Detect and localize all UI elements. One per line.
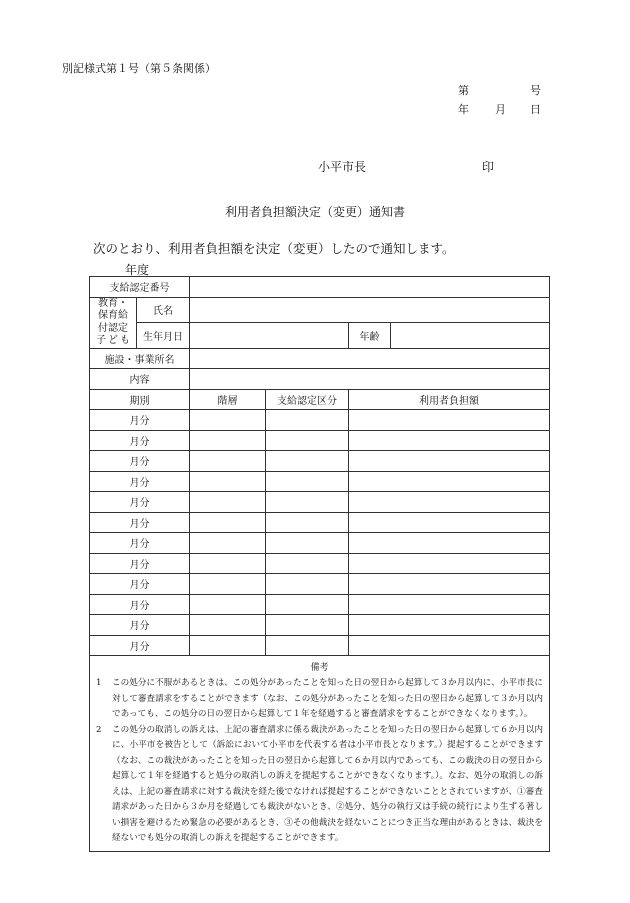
- amount-cell: [349, 574, 550, 595]
- col-category-header: 支給認定区分: [266, 389, 349, 410]
- notes-title: 備考: [310, 663, 329, 673]
- child-name-row: [90, 297, 550, 323]
- name-label: 氏名: [137, 297, 190, 323]
- month-label: 月分: [90, 430, 190, 451]
- notes-cell: [90, 656, 550, 852]
- tier-cell: [190, 410, 266, 431]
- col-period-header: 期別: [90, 389, 190, 410]
- category-cell: [266, 512, 349, 533]
- form-reference: 別記様式第１号（第５条関係）: [62, 62, 216, 75]
- cert-number-label: 支給認定番号: [90, 277, 190, 298]
- facility-value: [190, 348, 550, 369]
- amount-cell: [349, 615, 550, 636]
- month-label: 月分: [90, 594, 190, 615]
- note-number: 2: [96, 724, 102, 735]
- number-prefix: 第: [458, 84, 469, 97]
- tier-cell: [190, 430, 266, 451]
- notes-row: [90, 656, 550, 852]
- amount-cell: [349, 410, 550, 431]
- cert-number-value: [190, 277, 550, 298]
- category-cell: [266, 533, 349, 554]
- category-cell: [266, 635, 349, 656]
- intro-text: 次のとおり、利用者負担額を決定（変更）したので通知します。: [93, 241, 455, 256]
- month-row: [90, 512, 550, 533]
- category-cell: [266, 492, 349, 513]
- category-cell: [266, 451, 349, 472]
- content-row: [90, 369, 550, 390]
- month-label: 月分: [90, 471, 190, 492]
- amount-cell: [349, 512, 550, 533]
- amount-cell: [349, 471, 550, 492]
- amount-cell: [349, 492, 550, 513]
- month-row: [90, 410, 550, 431]
- content-label: 内容: [90, 369, 190, 390]
- child-label: 教育・保育給付認定子ども: [90, 297, 137, 348]
- tier-cell: [190, 594, 266, 615]
- month-row: [90, 533, 550, 554]
- tier-cell: [190, 451, 266, 472]
- age-label: 年齢: [349, 323, 391, 349]
- month-label: 月分: [90, 410, 190, 431]
- birth-label: 生年月日: [137, 323, 190, 349]
- tier-cell: [190, 635, 266, 656]
- month-label: 月分: [90, 553, 190, 574]
- category-cell: [266, 615, 349, 636]
- amount-cell: [349, 430, 550, 451]
- category-cell: [266, 430, 349, 451]
- note-number: 1: [96, 678, 102, 688]
- month-row: [90, 635, 550, 656]
- tier-cell: [190, 574, 266, 595]
- month-row: [90, 492, 550, 513]
- facility-row: [90, 348, 550, 369]
- notice-table: [89, 276, 550, 852]
- month-label: 月分: [90, 574, 190, 595]
- tier-cell: [190, 553, 266, 574]
- month-label: 月分: [90, 533, 190, 554]
- month-row: [90, 615, 550, 636]
- amount-cell: [349, 635, 550, 656]
- category-cell: [266, 553, 349, 574]
- cert-number-row: [90, 277, 550, 298]
- month-label: 月分: [90, 512, 190, 533]
- seal-mark: 印: [482, 160, 495, 174]
- facility-label: 施設・事業所名: [90, 348, 190, 369]
- category-cell: [266, 594, 349, 615]
- category-cell: [266, 574, 349, 595]
- month-row: [90, 574, 550, 595]
- date-day-label: 日: [530, 103, 541, 116]
- content-value: [190, 369, 550, 390]
- date-year-label: 年: [458, 103, 469, 116]
- amount-cell: [349, 553, 550, 574]
- note-item-2: [96, 723, 543, 847]
- amount-cell: [349, 594, 550, 615]
- month-row: [90, 471, 550, 492]
- issuer-name: 小平市長: [318, 160, 367, 174]
- tier-cell: [190, 512, 266, 533]
- number-suffix: 号: [530, 84, 541, 97]
- month-label: 月分: [90, 635, 190, 656]
- birth-value: [190, 323, 349, 349]
- document-title: 利用者負担額決定（変更）通知書: [224, 205, 405, 219]
- child-birth-row: [90, 323, 550, 349]
- tier-cell: [190, 615, 266, 636]
- amount-cell: [349, 533, 550, 554]
- name-value: [190, 297, 550, 323]
- note-item-1: [96, 676, 543, 723]
- month-row: [90, 451, 550, 472]
- tier-cell: [190, 471, 266, 492]
- month-row: [90, 594, 550, 615]
- month-label: 月分: [90, 451, 190, 472]
- age-value: [391, 323, 550, 349]
- note-text: この処分の取消しの訴えは、上記の審査請求に係る裁決があったことを知った日の翌日から起算して６か月以内に、小平市を被告として（訴訟において小平市を代表する者は小平市長となります。）提起することができます（なお、この裁決があったことを知った日の翌日から起算して６か月以内であっても、この裁決の日の翌日から起算して１年を経過すると処分の取消しの訴えを提起することができなくなります。）。なお、処分の取消しの訴えは、上記の審査請求に対する裁決を経た後でなければ提起することができないこととされていますが、①審査請求があった日から３か月を経過しても裁決がないとき、②処分、処分の執行又は手続の続行により生ずる著しい損害を避けるため緊急の必要があるとき、③その他裁決を経ないことにつき正当な理由があるときは、裁決を経ないでも処分の取消しの訴えを提起することができます。: [112, 724, 543, 843]
- col-tier-header: 階層: [190, 389, 266, 410]
- category-cell: [266, 471, 349, 492]
- column-header-row: [90, 389, 550, 410]
- amount-cell: [349, 451, 550, 472]
- fiscal-year-label: 年度: [125, 263, 150, 277]
- month-row: [90, 430, 550, 451]
- note-text: この処分に不服があるときは、この処分があったことを知った日の翌日から起算して３か月以内に、小平市長に対して審査請求をすることができます（なお、この処分があったことを知った日の翌日から起算して３か月以内であっても、この処分の日の翌日から起算して１年を経過すると審査請求をすることができなくなります。）。: [112, 678, 543, 719]
- month-label: 月分: [90, 615, 190, 636]
- month-label: 月分: [90, 492, 190, 513]
- month-row: [90, 553, 550, 574]
- tier-cell: [190, 533, 266, 554]
- tier-cell: [190, 492, 266, 513]
- category-cell: [266, 410, 349, 431]
- col-amount-header: 利用者負担額: [349, 389, 550, 410]
- date-month-label: 月: [495, 103, 506, 116]
